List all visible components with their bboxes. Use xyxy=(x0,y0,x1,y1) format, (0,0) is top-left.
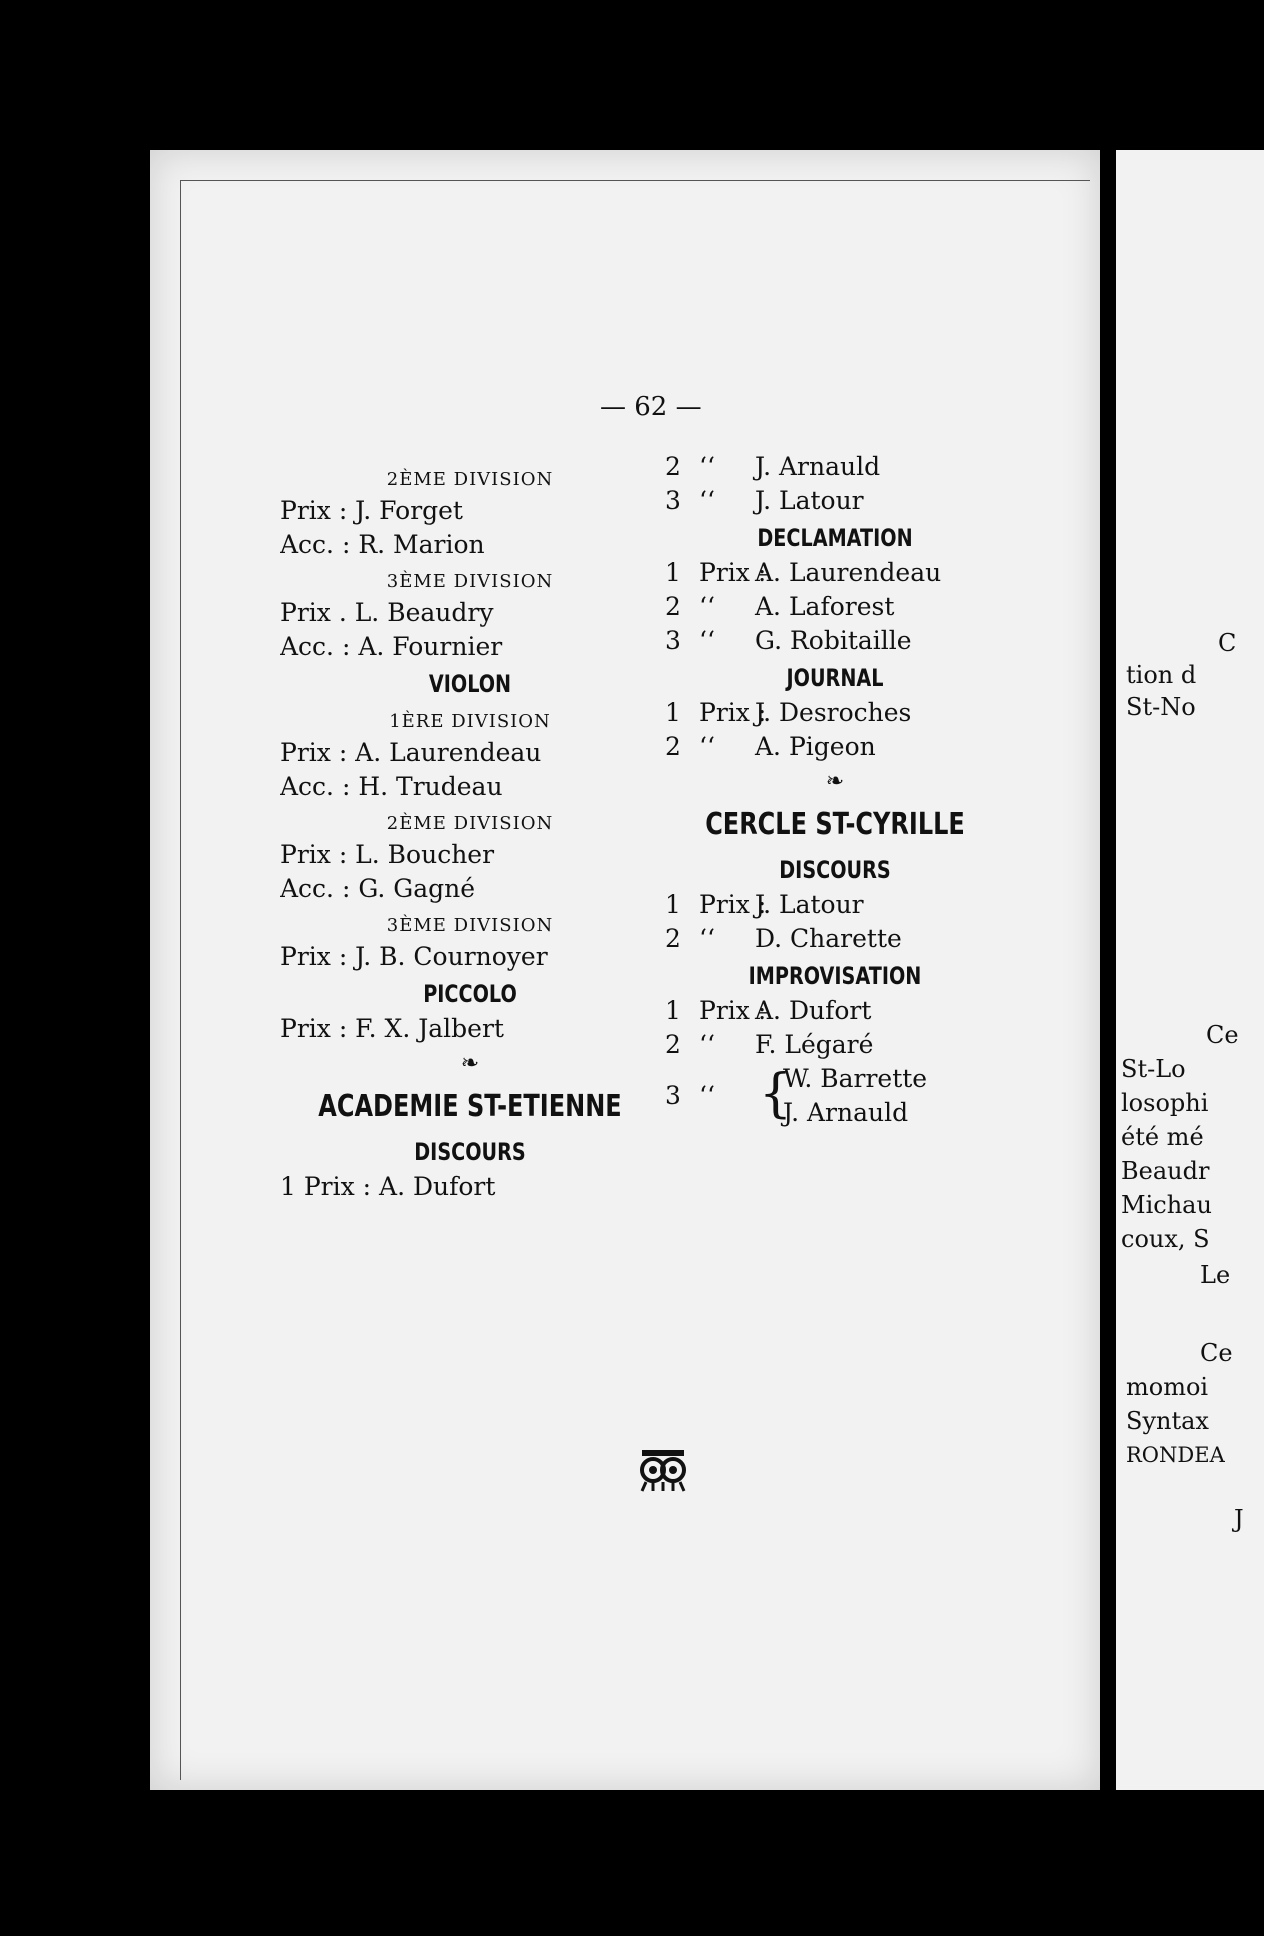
prize-line: 2 ‘‘ F. Légaré xyxy=(665,1030,874,1059)
right-page-fragment: Beaudr xyxy=(1121,1157,1210,1185)
prize-line: Prix : A. Laurendeau xyxy=(280,738,542,767)
prize-line: Prix : F. X. Jalbert xyxy=(280,1014,504,1043)
prize-line: 2 ‘‘ A. Pigeon xyxy=(665,732,876,761)
academy-heading: ACADEMIE ST-ETIENNE xyxy=(318,1089,622,1124)
prize-line: 1 Prix :A. Laurendeau xyxy=(665,558,942,587)
division-heading: 3ÈME DIVISION xyxy=(386,915,554,936)
prize-line: Prix . L. Beaudry xyxy=(280,598,494,627)
left-column xyxy=(280,460,660,1204)
division-heading: 1ÈRE DIVISION xyxy=(389,711,551,732)
division-heading: 2ÈME DIVISION xyxy=(386,813,554,834)
prize-line: 1 Prix :J. Latour xyxy=(665,890,864,919)
division-heading: 2ÈME DIVISION xyxy=(386,469,554,490)
right-page-fragment: Ce xyxy=(1200,1339,1233,1367)
ornament-icon: ❧ xyxy=(825,769,845,794)
right-page-fragment: momoi xyxy=(1126,1373,1209,1401)
prize-line: 3 ‘‘ G. Robitaille xyxy=(665,626,912,655)
tied-prize-group: 3 ‘‘ { W. Barrette J. Arnauld xyxy=(665,1064,928,1127)
prize-line: Prix : J. Forget xyxy=(280,496,463,525)
right-page-fragment: tion d xyxy=(1126,661,1197,689)
prize-line: 1 Prix :J. Desroches xyxy=(665,698,912,727)
accessit-line: Acc. : R. Marion xyxy=(280,530,485,559)
section-heading-discours: DISCOURS xyxy=(779,856,891,884)
prize-line: 2 ‘‘ D. Charette xyxy=(665,924,902,953)
section-heading-discours: DISCOURS xyxy=(414,1138,526,1166)
right-page-fragment: Ce xyxy=(1206,1021,1239,1049)
page-number: — 62 — xyxy=(600,392,702,422)
accessit-line: Acc. : G. Gagné xyxy=(280,874,476,903)
prize-line: 2 ‘‘ J. Arnauld xyxy=(665,452,881,481)
right-page-fragment: J xyxy=(1234,1505,1244,1533)
section-heading-declamation: DECLAMATION xyxy=(757,524,913,552)
accessit-line: Acc. : A. Fournier xyxy=(280,632,503,661)
section-heading-journal: JOURNAL xyxy=(786,664,884,692)
right-page-fragment: Syntax xyxy=(1126,1407,1209,1435)
right-page-fragment: coux, S xyxy=(1121,1225,1210,1253)
cercle-heading: CERCLE ST-CYRILLE xyxy=(705,807,965,842)
right-page-fragment: Le xyxy=(1200,1261,1231,1289)
end-ornament-icon xyxy=(636,1448,690,1492)
section-heading-piccolo: PICCOLO xyxy=(423,980,517,1008)
prize-line: Prix : J. B. Cournoyer xyxy=(280,942,548,971)
right-column xyxy=(665,450,1005,1130)
prize-line: Prix : L. Boucher xyxy=(280,840,495,869)
prize-line: 3 ‘‘ J. Latour xyxy=(665,486,864,515)
right-page-fragment: St-Lo xyxy=(1121,1055,1186,1083)
brace-icon: { xyxy=(759,1064,793,1124)
ornament-icon: ❧ xyxy=(460,1051,480,1076)
right-page-fragment: St-No xyxy=(1126,693,1196,721)
book-page-right xyxy=(1116,150,1264,1790)
right-page-fragment: été mé xyxy=(1121,1123,1204,1151)
right-page-fragment: Michau xyxy=(1121,1191,1212,1219)
right-page-fragment: C xyxy=(1218,629,1237,657)
right-page-fragment: RONDEA xyxy=(1126,1443,1225,1467)
prize-line: 1 Prix :A. Dufort xyxy=(665,996,872,1025)
accessit-line: Acc. : H. Trudeau xyxy=(280,772,503,801)
prize-line: 1 Prix : A. Dufort xyxy=(280,1172,496,1201)
right-page-fragment: losophi xyxy=(1121,1089,1209,1117)
section-heading-improvisation: IMPROVISATION xyxy=(748,962,922,990)
section-heading-violon: VIOLON xyxy=(428,670,512,698)
prize-line: 2 ‘‘ A. Laforest xyxy=(665,592,895,621)
division-heading: 3ÈME DIVISION xyxy=(386,571,554,592)
